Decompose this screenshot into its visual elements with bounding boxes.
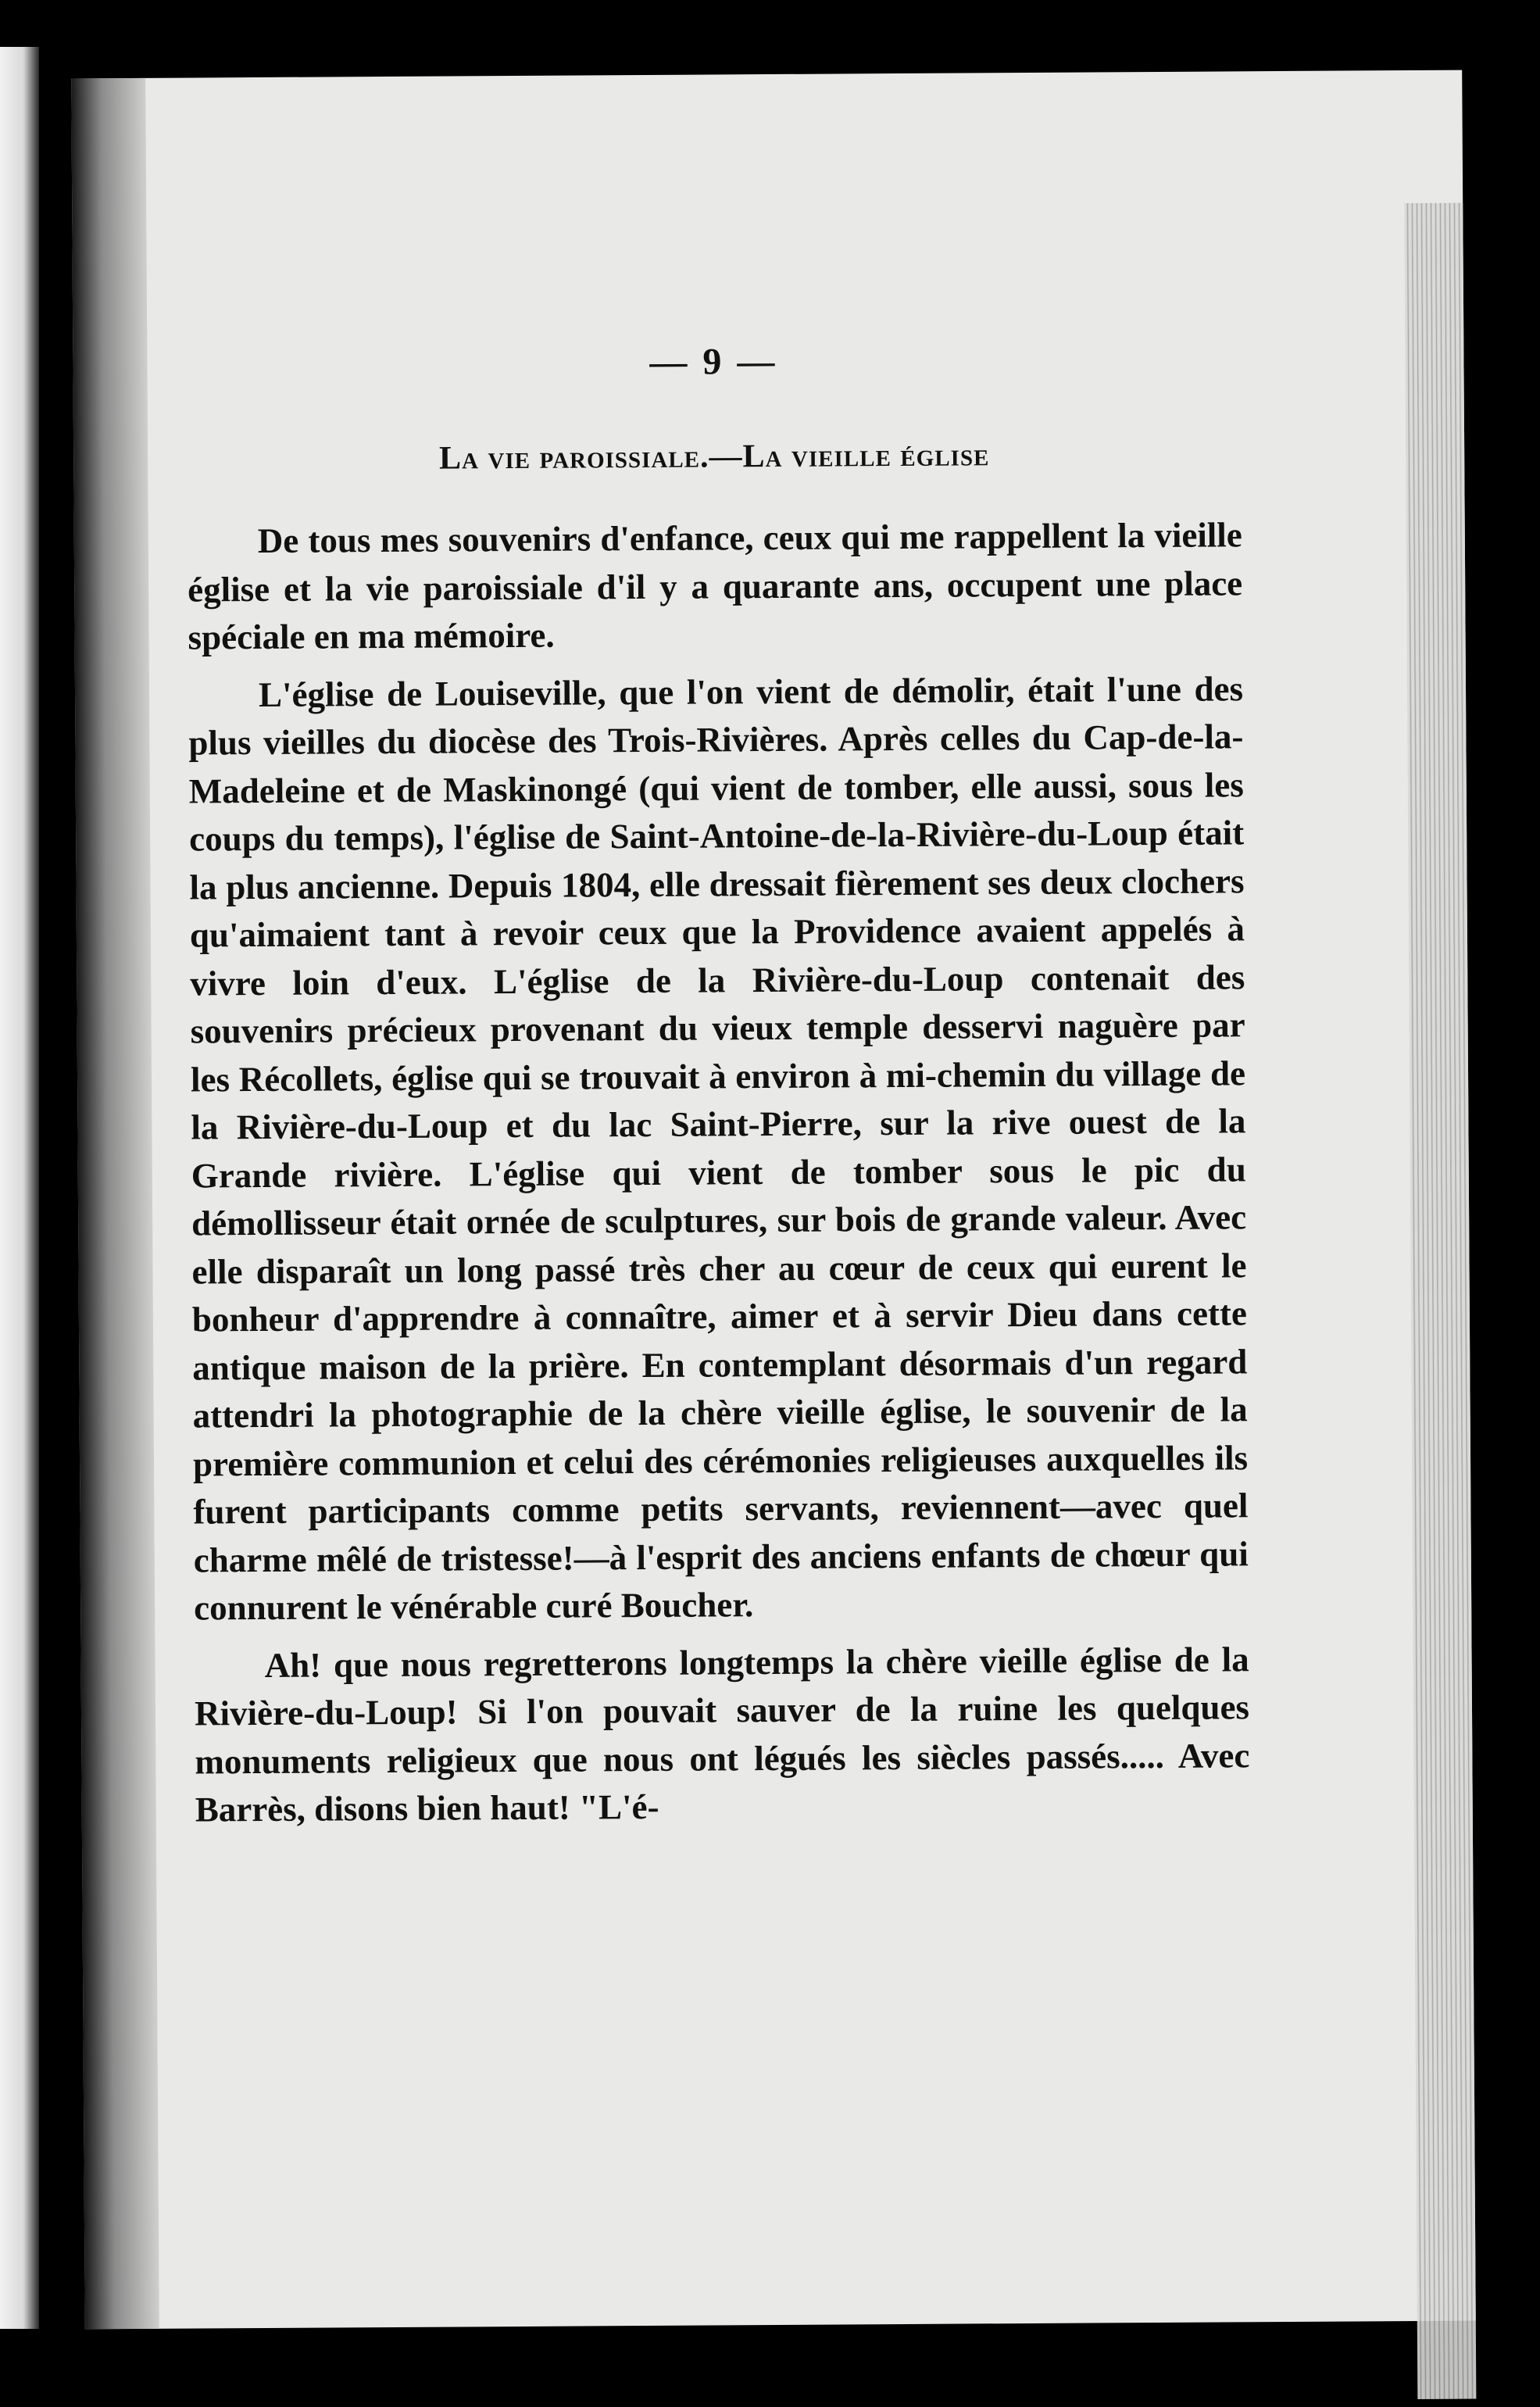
chapter-heading: La vie paroissiale.—La vieille église bbox=[438, 437, 990, 477]
page-edges bbox=[1404, 203, 1476, 2399]
paragraph-1: De tous mes souvenirs d'enfance, ceux qui me rappellent la vieille église et la vie paroissiale d'il y a quarante ans, occupent une place spéciale en ma mémoire. bbox=[188, 515, 1243, 657]
paragraph-3: Ah! que nous regretterons longtemps la chère vieille église de la Rivière-du-Loup! Si l'on pouvait sauver de la ruine les quelques monuments religieux que nous ont légués les siècles passés..... Avec Barrès, disons bien haut! "L'é- bbox=[194, 1639, 1250, 1829]
book-spine bbox=[0, 47, 39, 2329]
page-number: — 9 — bbox=[649, 340, 778, 383]
scanned-page bbox=[71, 70, 1476, 2330]
page-gutter bbox=[71, 78, 159, 2330]
page-content bbox=[186, 337, 1250, 1844]
paragraph-2: L'église de Louiseville, que l'on vient de démolir, était l'une des plus vieilles du diocèse des Trois-Rivières. Après celles du Cap-de-la-Madeleine et de Maskinongé (qui vient de tomber, elle aussi, sous les coups du temps), l'église de Saint-Antoine-de-la-Rivière-du-Loup était la plus ancienne. Depuis 1804, elle dressait fièrement ses deux clochers qu'aimaient tant à revoir ceux que la Providence avaient appelés à vivre loin d'eux. L'église de la Rivière-du-Loup contenait des souvenirs précieux provenant du vieux temple desservi naguère par les Récollets, église qui se trouvait à environ à mi-chemin du village de la Rivière-du-Loup et du lac Saint-Pierre, sur la rive ouest de la Grande rivière. L'église qui vient de tomber sous le pic du démollisseur était ornée de sculptures, sur bois de grande valeur. Avec elle disparaît un long passé très cher au cœur de ceux qui eurent le bonheur d'apprendre à connaître, aimer et à servir Dieu dans cette antique maison de la prière. En contemplant désormais d'un regard attendri la photographie de la chère vieille église, le souvenir de la première communion et celui des cérémonies religieuses auxquelles ils furent participants comme petits servants, reviennent—avec quel charme mêlé de tristesse!—à l'esprit des anciens enfants de chœur qui connurent le vénérable curé Boucher. bbox=[188, 668, 1249, 1628]
